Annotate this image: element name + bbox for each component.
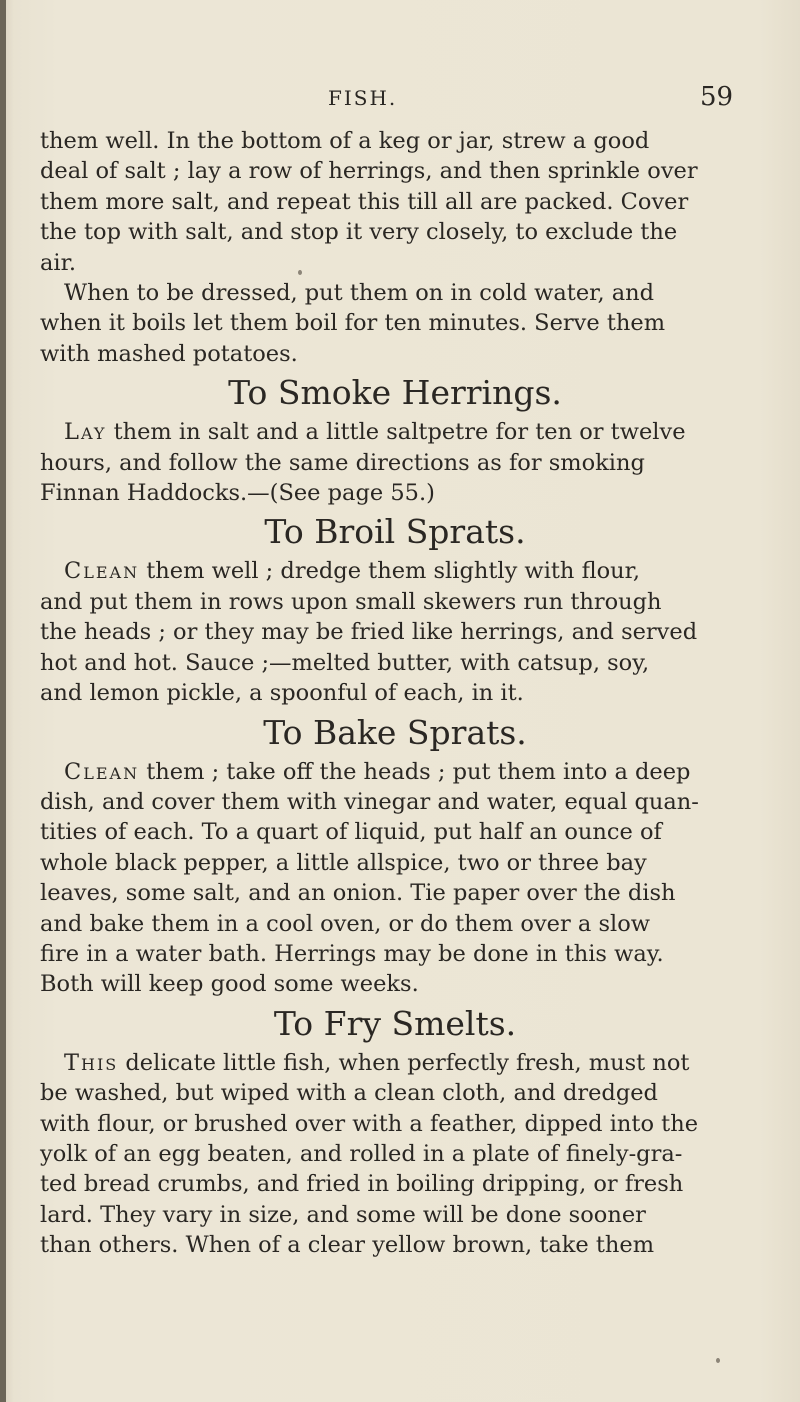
lead-word: Lay [64, 419, 107, 446]
text-line [40, 417, 750, 447]
lead-word: This [64, 1049, 119, 1076]
text-line: and lemon pickle, a spoonful of each, in it. [40, 680, 524, 707]
text-line: lard. They vary in size, and some will be done sooner [40, 1201, 646, 1228]
text-run: them ; take off the heads ; put them into a deep [139, 758, 691, 785]
text-run: them in salt and a little saltpetre for ten or twelve [106, 419, 686, 446]
text-line: with flour, or brushed over with a feather, dipped into the [40, 1110, 699, 1137]
text-line: hours, and follow the same directions as for smoking [40, 449, 645, 476]
text-line: ted bread crumbs, and fried in boiling dripping, or fresh [40, 1171, 684, 1198]
text-line: with mashed potatoes. [40, 340, 298, 367]
text-line: deal of salt ; lay a row of herrings, and then sprinkle over [40, 158, 698, 185]
text-line: the top with salt, and stop it very closely, to exclude the [40, 219, 678, 246]
paragraph-when-dressed [40, 278, 750, 369]
text-line: them more salt, and repeat this till all are packed. Cover [40, 188, 689, 215]
text-line: Both will keep good some weeks. [40, 971, 419, 998]
text-line: than others. When of a clear yellow brown, take them [40, 1232, 655, 1259]
text-line: When to be dressed, put them on in cold water, and [64, 280, 655, 307]
text-line: air. [40, 249, 77, 276]
text-line: and put them in rows upon small skewers run through [40, 588, 662, 615]
text-line [40, 757, 750, 787]
text-line [40, 556, 750, 586]
paragraph-broil-sprats [40, 556, 750, 708]
paragraph-bake-sprats [40, 757, 750, 1000]
page-header [0, 82, 800, 116]
text-run: them well ; dredge them slightly with flour, [139, 558, 641, 585]
running-title: FISH. [328, 86, 398, 110]
text-line: Finnan Haddocks.—(See page 55.) [40, 480, 435, 507]
text-line: when it boils let them boil for ten minutes. Serve them [40, 310, 666, 337]
lead-word: Clean [64, 558, 140, 585]
section-heading-broil-sprats: To Broil Sprats. [264, 512, 526, 552]
text-run: delicate little fish, when perfectly fresh, must not [118, 1049, 690, 1076]
text-line: hot and hot. Sauce ;—melted butter, with catsup, soy, [40, 649, 650, 676]
paragraph-fry-smelts [40, 1048, 750, 1261]
binding-gutter [0, 0, 6, 1402]
text-line [40, 1048, 750, 1078]
page-number: 59 [700, 82, 734, 112]
text-line: be washed, but wiped with a clean cloth, and dredged [40, 1080, 658, 1107]
paragraph-smoke-herrings [40, 417, 750, 508]
section-heading-bake-sprats: To Bake Sprats. [263, 712, 527, 752]
text-line: and bake them in a cool oven, or do them over a slow [40, 910, 651, 937]
text-line: the heads ; or they may be fried like herrings, and served [40, 619, 698, 646]
text-line: yolk of an egg beaten, and rolled in a plate of finely-gra- [40, 1140, 683, 1167]
text-line: leaves, some salt, and an onion. Tie paper over the dish [40, 880, 676, 907]
ink-speck [298, 270, 302, 275]
paragraph-continuation [40, 126, 750, 278]
text-line: whole black pepper, a little allspice, two or three bay [40, 849, 647, 876]
text-line: dish, and cover them with vinegar and water, equal quan- [40, 788, 699, 815]
text-line: them well. In the bottom of a keg or jar, strew a good [40, 128, 650, 154]
text-line: tities of each. To a quart of liquid, put half an ounce of [40, 819, 662, 846]
section-heading-smoke-herrings: To Smoke Herrings. [228, 373, 562, 413]
lead-word: Clean [64, 758, 140, 785]
ink-speck [716, 1358, 720, 1363]
text-line: fire in a water bath. Herrings may be done in this way. [40, 940, 664, 967]
text-block [40, 126, 750, 1261]
section-heading-fry-smelts: To Fry Smelts. [273, 1003, 517, 1043]
